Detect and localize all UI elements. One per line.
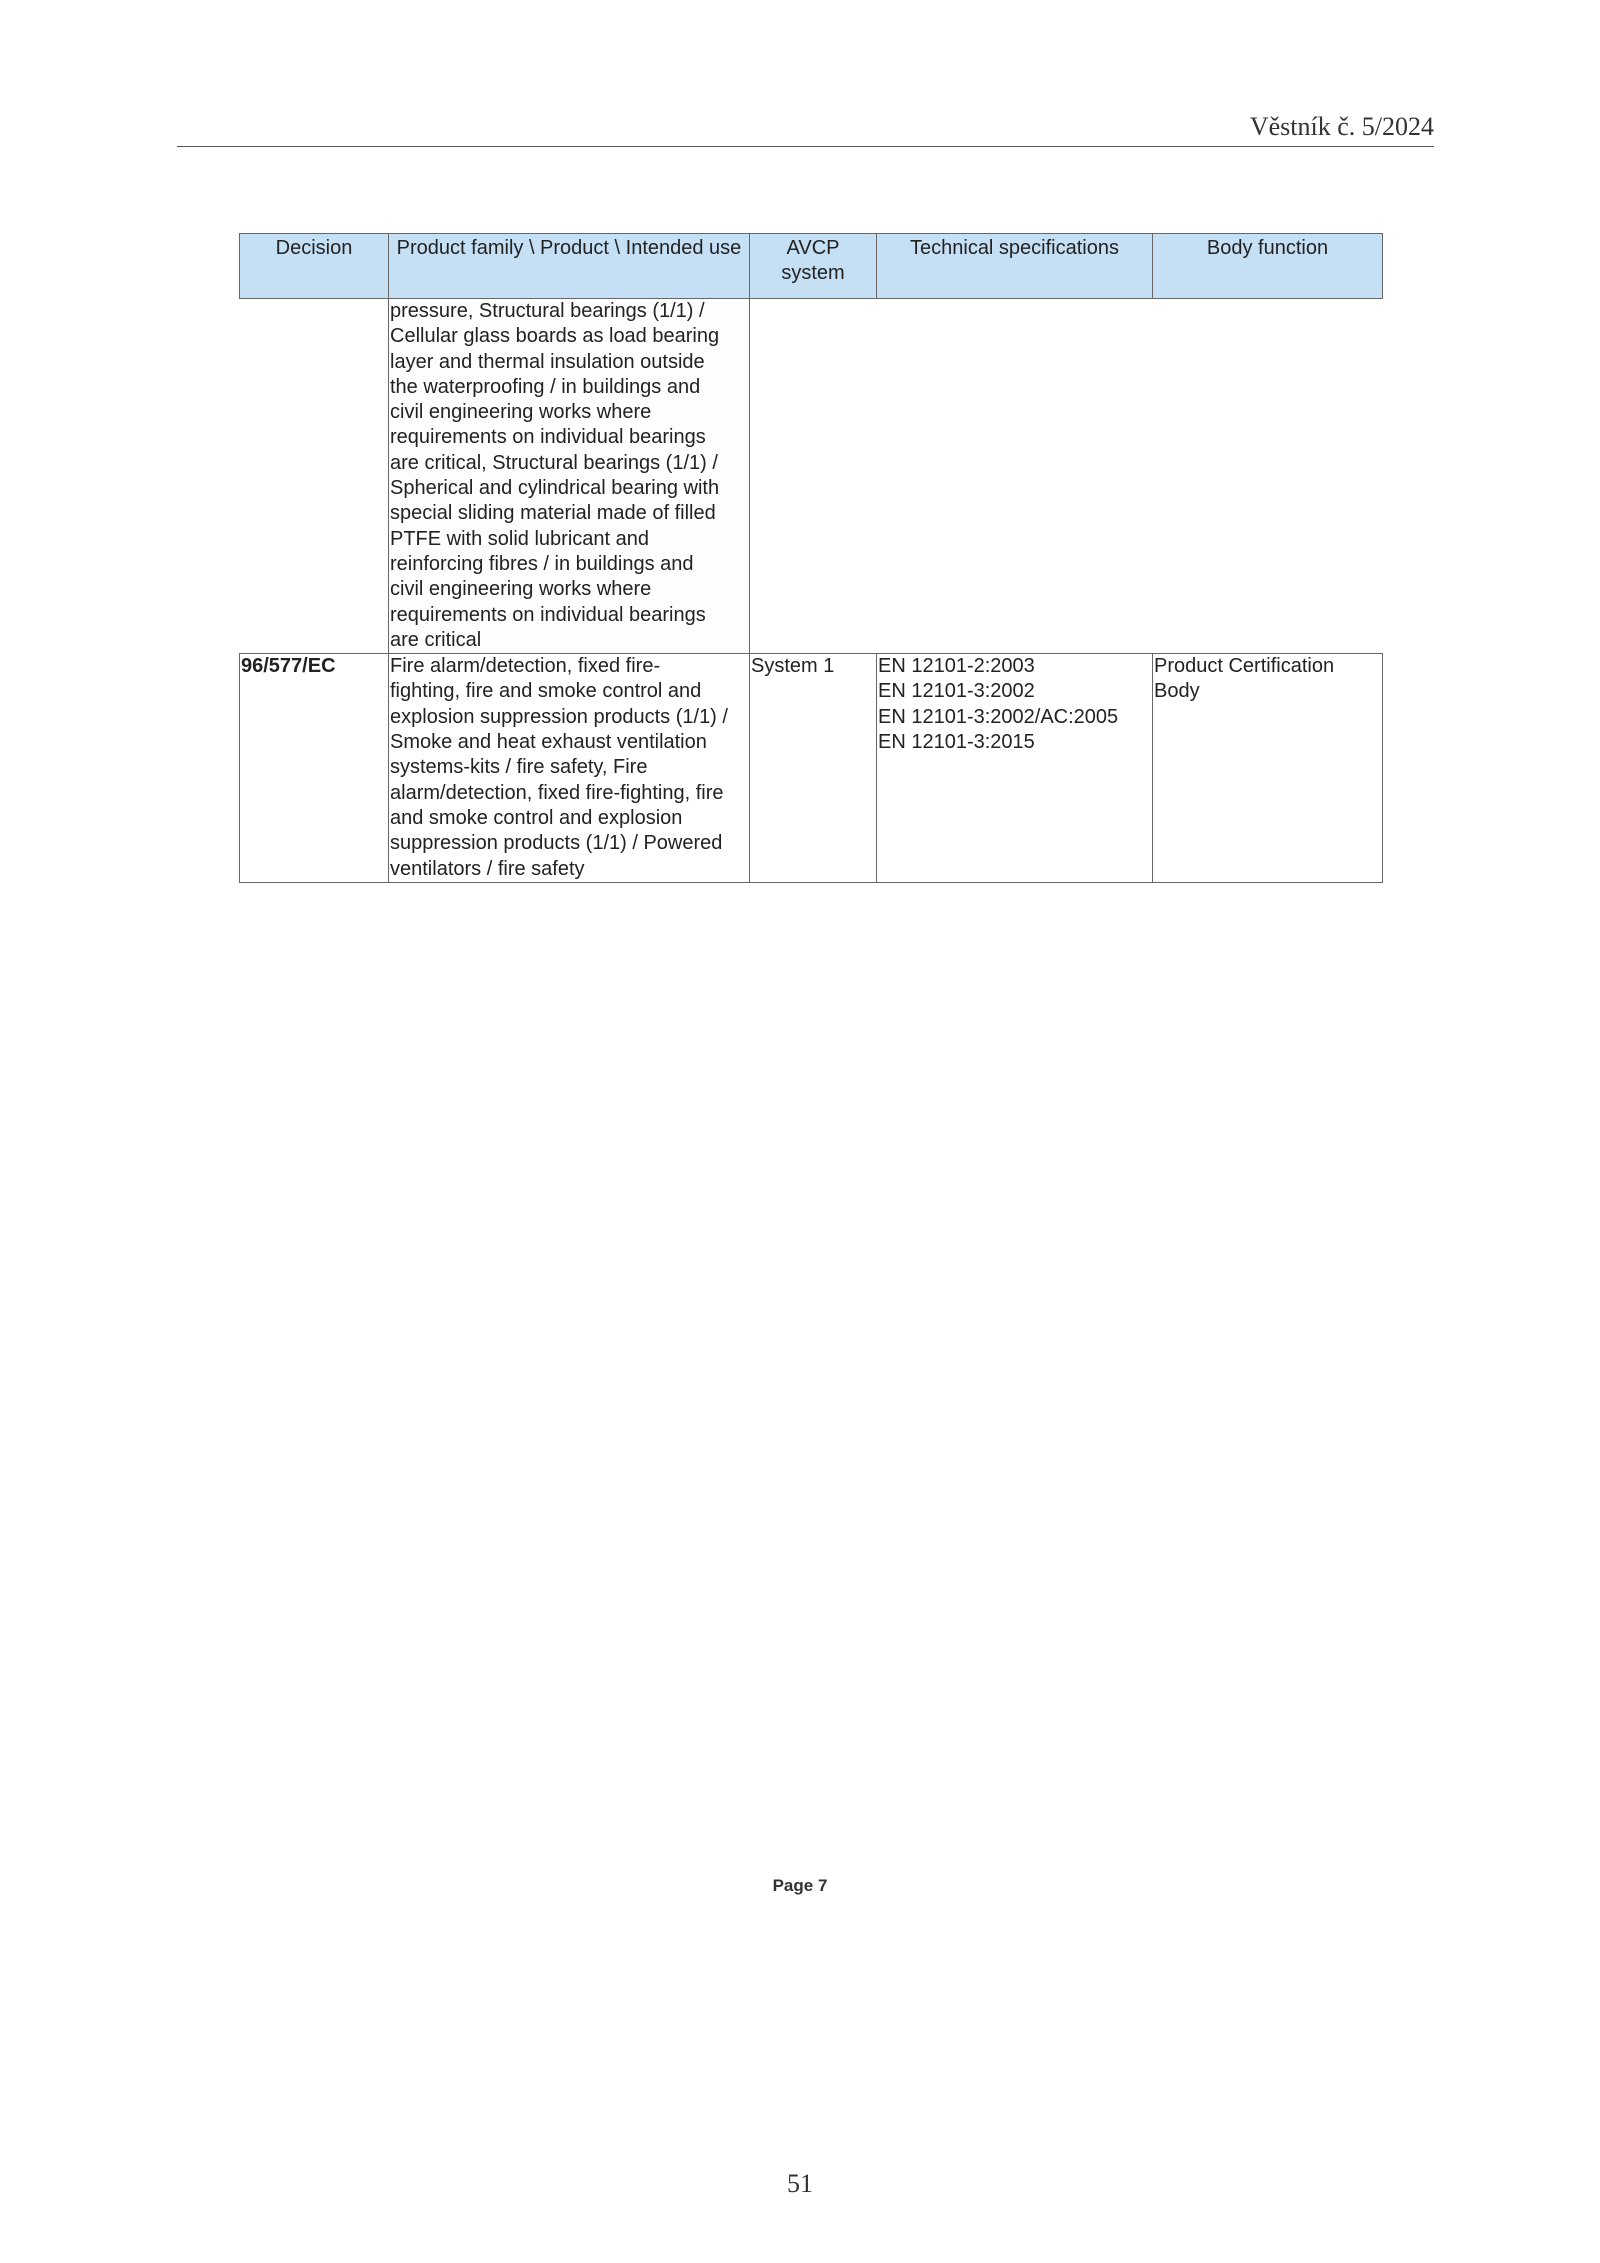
text-line: Smoke and heat exhaust ventilation — [390, 731, 707, 754]
text-line: civil engineering works where — [390, 578, 652, 601]
cell-product — [389, 654, 750, 883]
cell-decision: 96/577/EC — [240, 654, 389, 883]
header-rule — [177, 146, 1434, 147]
text-line: fighting, fire and smoke control and — [390, 680, 702, 703]
cell-body — [1153, 299, 1383, 654]
spec-line: EN 12101-3:2015 — [878, 731, 1035, 754]
text-line: suppression products (1/1) / Powered — [390, 832, 723, 855]
table-header-row — [240, 234, 1383, 299]
table-row-continuation — [240, 299, 1383, 654]
text-line: ventilators / fire safety — [390, 857, 585, 880]
spec-line: EN 12101-3:2002 — [878, 680, 1035, 703]
col-header-product: Product family \ Product \ Intended use — [389, 234, 750, 299]
text-line: pressure, Structural bearings (1/1) / — [390, 300, 705, 322]
text-line: Cellular glass boards as load bearing — [390, 325, 720, 348]
text-line: PTFE with solid lubricant and — [390, 527, 650, 550]
text-line: and smoke control and explosion — [390, 806, 683, 829]
spec-line: EN 12101-3:2002/AC:2005 — [878, 705, 1119, 728]
text-line: systems-kits / fire safety, Fire — [390, 756, 648, 779]
decisions-table — [239, 233, 1383, 883]
page-label: Page 7 — [772, 1876, 828, 1895]
spec-line: EN 12101-2:2003 — [878, 655, 1035, 678]
text-line: Body — [1154, 680, 1200, 703]
page-number: 51 — [787, 2169, 813, 2198]
col-header-decision: Decision — [240, 234, 389, 299]
text-line: requirements on individual bearings — [390, 426, 706, 449]
text-line: are critical, Structural bearings (1/1) / — [390, 451, 718, 474]
cell-specs — [877, 654, 1153, 883]
col-header-avcp: AVCP system — [750, 234, 877, 299]
bulletin-title: Věstník č. 5/2024 — [1249, 112, 1434, 141]
text-line: are critical — [390, 628, 482, 651]
table-row — [240, 654, 1383, 883]
text-line: the waterproofing / in buildings and — [390, 375, 701, 398]
text-line: layer and thermal insulation outside — [390, 350, 705, 373]
text-line: Spherical and cylindrical bearing with — [390, 477, 720, 500]
text-line: requirements on individual bearings — [390, 603, 706, 626]
cell-decision — [240, 299, 389, 654]
text-line: reinforcing fibres / in buildings and — [390, 552, 694, 575]
cell-body — [1153, 654, 1383, 883]
text-line: Product Certification — [1154, 655, 1335, 678]
cell-avcp: System 1 — [750, 654, 877, 883]
cell-product — [389, 299, 750, 654]
cell-specs — [877, 299, 1153, 654]
col-header-body: Body function — [1153, 234, 1383, 299]
cell-avcp — [750, 299, 877, 654]
col-header-specs: Technical specifications — [877, 234, 1153, 299]
text-line: Fire alarm/detection, fixed fire- — [390, 655, 661, 678]
text-line: alarm/detection, fixed fire-fighting, fire — [390, 781, 724, 804]
text-line: civil engineering works where — [390, 401, 652, 424]
text-line: special sliding material made of filled — [390, 502, 716, 525]
text-line: explosion suppression products (1/1) / — [390, 705, 728, 728]
